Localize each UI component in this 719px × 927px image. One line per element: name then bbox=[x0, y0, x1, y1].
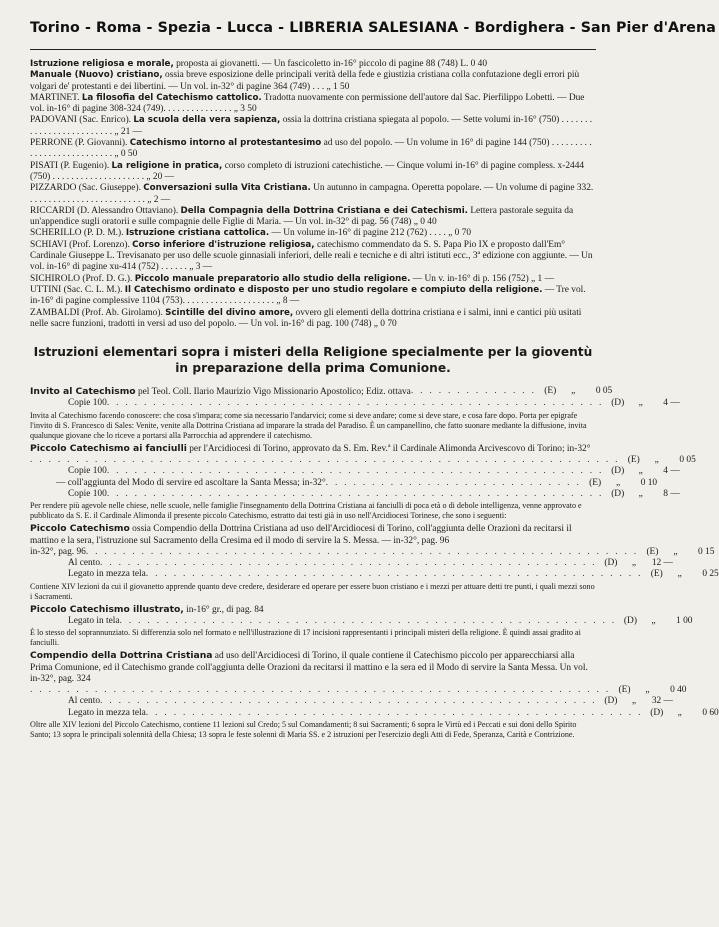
item-note: Contiene XIV lezioni da cui il giovanetto apprende quanto deve credere, desiderare ed operare per essere buon cristiano e i mezzi per attuare detti tre punti, i quali mezzi sono i Sacramenti. bbox=[30, 581, 595, 601]
header-rule bbox=[30, 49, 596, 50]
catalog-entry: RICCARDI (D. Alessandro Ottaviano). Della Compagnia della Dottrina Cristiana e dei Catechismi. Lettera pastorale seguita da un'appendice sugli oratorii e sulle compagnie delle Figlie di Maria. — Un vol. in-32° di pag. 56 (748) „ 0 40 bbox=[30, 205, 574, 228]
price-row: Al cento . . . . . . . . . . . . . . . . . . . . . . . . . . . . . . . . . . . . . . . . . . . . . . . . . . . . . . (D) „ 12 — bbox=[68, 558, 673, 569]
price-row: Al cento . . . . . . . . . . . . . . . . . . . . . . . . . . . . . . . . . . . . . . . . . . . . . . . . . . . . . . (D) „ 32 — bbox=[68, 696, 673, 707]
price-row: Copie 100 . . . . . . . . . . . . . . . . . . . . . . . . . . . . . . . . . . . . . . . . . . . . . . . . . . . . . . (D) „ 4 — bbox=[68, 398, 680, 409]
price-row: Legato in tela . . . . . . . . . . . . . . . . . . . . . . . . . . . . . . . . . . . . . . . . . . . . . . . . . . . . . . (D) „ 1 00 bbox=[68, 615, 693, 626]
catalog-entry: Istruzione religiosa e morale, proposta ai giovanetti. — Un fascicoletto in-16° piccolo di pagine 88 (748) L. 0 40 bbox=[30, 59, 488, 69]
compendio-item bbox=[30, 650, 719, 740]
item-note: Oltre alle XIV lezioni del Piccolo Catechismo, contiene 11 lezioni sul Credo; 5 sul Comandamenti; 8 sui Sacramenti; 6 sopra le Virtù ed i Peccati e sui doni dello Spirito Santo; 13 sopra le principali solennità della Chiesa; 13 sopra le feste solenni di Maria SS. e 2 istruzioni per l'esercizio degli Atti di Fede, Speranza, Carità e Contrizione. bbox=[30, 720, 577, 740]
catalog-entry: MARTINET. La filosofia del Catechismo cattolico. Tradotta nuovamente con permissione dell'autore dal Sac. Pierfilippo Lobetti. — Due vol. in-16° di pagine 308-324 (749). . . . . . . . . . . . . . . „ 3 50 bbox=[30, 92, 585, 115]
catalog-entry: PERRONE (P. Giovanni). Catechismo intorno al protestantesimo ad uso del popolo. — Un volume in 16° di pagine 144 (750) . . . . . . . . . . . . . . . . . . . . . . . . . . . „ 0 50 bbox=[30, 138, 592, 160]
item-note: Invita al Catechismo facendo conoscere: che cosa s'impara; come sia necessario l'andarvici; come si deve andare; come si deve stare, e cosa fare dopo. Porta per epigrafe l'invito di S. Francesco di Sales: Venite, venite alla Dottrina Cristiana ad imparare la strada del Paradiso. È un campanellino, che fatto suonare mediante la diffusione, invita qualunque giovane che lo riceve a portarsi alla Parrocchia ad apprendere il catechismo. bbox=[30, 410, 587, 440]
item-note: Per rendere più agevole nelle chiese, nelle scuole, nelle famiglie l'insegnamento della Dottrina Cristiana ai fanciulli di poca età o di debole intelligenza, venne approvato e pubblicato da S. E. il Cardinale Alimonda il presente piccolo Catechismo, estratto dai testi già in uso nell'Arcidiocesi Torinese, che sono i seguenti: bbox=[30, 501, 582, 521]
catalog-entry: ZAMBALDI (Prof. Ab. Girolamo). Scintille del divino amore, ovvero gli elementi della dottrina cristiana e i salmi, inni e cantici più usitati nelle sacre funzioni, tradotti in versi ad uso del popolo. — Un vol. in-16° di pag. 100 (748) „ 0 70 bbox=[30, 307, 582, 329]
catalog-entry: SCHERILLO (P. D. M.). Istruzione cristiana cattolica. — Un volume in-16° di pagine 212 (762) . . . . „ 0 70 bbox=[30, 228, 472, 239]
invito-item bbox=[30, 386, 680, 441]
item-description: Piccolo Catechismo ai fanciulli per l'Arcidiocesi di Torino, approvato da S. Em. Rev.ª il Cardinale Alimonda Arcivescovo di Torino; in-32° bbox=[30, 442, 591, 454]
price-row: . . . . . . . . . . . . . . . . . . . . . . . . . . . . . . . . . . . . . . . . . . . . . . . . . . . . . . . . . . . . . . . (E) „ 0 40 bbox=[30, 685, 687, 696]
price-row: Copie 100 . . . . . . . . . . . . . . . . . . . . . . . . . . . . . . . . . . . . . . . . . . . . . . . . . . . . . . (D) „ 8 — bbox=[68, 488, 680, 499]
piccolo-catechismo-item bbox=[30, 523, 719, 601]
catalog-entry: PISATI (P. Eugenio). La religione in pratica, corso completo di istruzioni catechistiche. — Cinque volumi in-16° di pagine compless. x-2444 (750) . . . . . . . . . . . . . . . . . . . . „ 20 — bbox=[30, 160, 585, 182]
catechism-list bbox=[30, 386, 719, 740]
price-row: . . . . . . . . . . . . . . . . . . . . . . . . . . . . . . . . . . . . . . . . . . . . . . . . . . . . . . . . . . . . . . . . (E) „ 0 05 bbox=[30, 455, 696, 466]
price-row: Legato in mezza tela . . . . . . . . . . . . . . . . . . . . . . . . . . . . . . . . . . . . . . . . . . . . . . . . . . . . . . (E) „ 0 25 bbox=[68, 569, 719, 580]
catalog-page bbox=[0, 20, 719, 927]
section-title: Istruzioni elementari sopra i misteri della Religione specialmente per la gioventù in preparazione della prima Comunione. bbox=[33, 345, 593, 376]
piccolo-catechismo-fanciulli-item bbox=[30, 442, 696, 521]
price-row: Invito al Catechismo pel Teol. Coll. Ilario Maurizio Vigo Missionario Apostolico; Ediz. ottava . . . . . . . . . . . . . . (E) „ 0 05 bbox=[30, 386, 613, 398]
price-row: Legato in mezza tela . . . . . . . . . . . . . . . . . . . . . . . . . . . . . . . . . . . . . . . . . . . . . . . . . . . . . . (D) „ 0 60 bbox=[68, 707, 719, 718]
price-row: in-32°, pag. 96 . . . . . . . . . . . . . . . . . . . . . . . . . . . . . . . . . . . . . . . . . . . . . . . . . . . . . . . . . . . . (E) „ 0 15 bbox=[30, 546, 715, 557]
catalog-entry: SCHIAVI (Prof. Lorenzo). Corso inferiore d'istruzione religiosa, catechismo commendato da S. S. Papa Pio IX e proposto dall'Em° Cardinale Giuseppe L. Trevisanato per uso delle scuole ginnasiali inferiori, delle reali e tecniche e di altri istituti ecc., 3ª edizione con aggiunte. — Un vol. in-16° di pagine xu-414 (752) . . . . . . „ 3 — bbox=[30, 239, 593, 273]
catalog-entry: PADOVANI (Sac. Enrico). La scuola della vera sapienza, ossia la dottrina cristiana spiegata al popolo. — Sette volumi in-16° (750) . . . . . . . . . . . . . . . . . . . . . . . . . „ 21 — bbox=[30, 115, 593, 137]
catalog-entry: UTTINI (Sac. C. L. M.). Il Catechismo ordinato e disposto per uno studio regolare e compiuto della religione. — Tre vol. in-16° di pagine complessive 1104 (753). . . . . . . . . . . . . . . . . . . . „ 8 — bbox=[30, 284, 586, 307]
item-description: Piccolo Catechismo illustrato, in-16° gr., di pag. 84 bbox=[30, 603, 264, 615]
item-description: Compendio della Dottrina Cristiana ad uso dell'Arcidiocesi di Torino, il quale contiene il Catechismo piccolo per apparecchiarsi alla Prima Comunione, ed il Catechismo grande coll'aggiunta delle Orazioni da recitarsi il mattino e la sera ed il Modo di servire la Santa Messa. Un vol. in-32°, pag. 324 bbox=[30, 650, 588, 684]
page-header: Torino - Roma - Spezia - Lucca - LIBRERIA SALESIANA - Bordighera - San Pier d'Arena bbox=[30, 20, 716, 36]
catalog-entry: SICHIROLO (Prof. D. G.). Piccolo manuale preparatorio allo studio della religione. — Un v. in-16° di p. 156 (752) „ 1 — bbox=[30, 273, 554, 284]
catalog-entry: Manuale (Nuovo) cristiano, ossia breve esposizione delle principali verità della fede e giustizia cristiana colla confutazione degli errori più volgari de' protestanti e dei libertini. — Un vol. in-32° di pagine 364 (749) . . . „ 1 50 bbox=[30, 70, 580, 92]
price-row: Copie 100 . . . . . . . . . . . . . . . . . . . . . . . . . . . . . . . . . . . . . . . . . . . . . . . . . . . . . . (D) „ 4 — bbox=[68, 466, 680, 477]
price-row: — coll'aggiunta del Modo di servire ed ascoltare la Santa Messa; in-32° . . . . . . . . . . . . . . . . . . . . . . . . . . . . (E) „ 0 10 bbox=[56, 477, 658, 488]
catalog-entries bbox=[30, 59, 596, 330]
item-note: È lo stesso del soprannunziato. Si differenzia solo nel formato e nell'illustrazione di 17 incisioni rappresentanti i principali misteri della religione. È quindi assai gradito ai fanciulli. bbox=[30, 628, 581, 648]
piccolo-catechismo-illustrato-item bbox=[30, 603, 693, 649]
item-description: Piccolo Catechismo ossia Compendio della Dottrina Cristiana ad uso dell'Arcidiocesi di Torino, coll'aggiunta delle Orazioni da recitarsi il mattino e la sera, l'istruzione sul Sacramento della Cresima ed il modo di servire la S. Messa. — in-32°, pag. 96 bbox=[30, 523, 572, 546]
catalog-entry: PIZZARDO (Sac. Giuseppe). Conversazioni sulla Vita Cristiana. Un autunno in campagna. Operetta popolare. — Un volume di pagine 332. . . . . . . . . . . . . . . . . . . . . . . . . . „ 2 — bbox=[30, 183, 594, 205]
